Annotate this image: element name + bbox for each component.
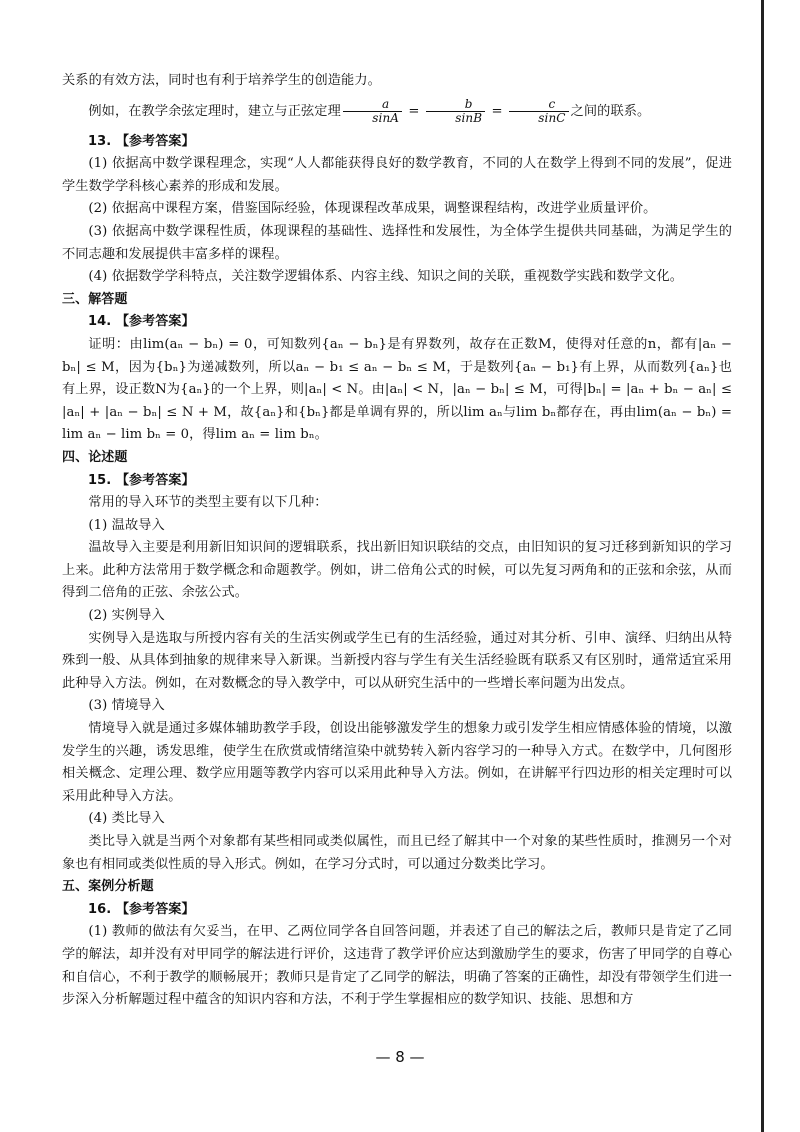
q13-item-4: (4) 依据数学学科特点，关注数学逻辑体系、内容主线、知识之间的关联，重视数学实践和数学文化。 <box>88 269 684 285</box>
q16-text: (1) 教师的做法有欠妥当，在甲、乙两位同学各自回答问题，并表述了自己的解法之后，教师只是肯定了乙同学的解法，却并没有对甲同学的解法进行评价，这违背了教学评价应达到激励学生的要求，伤害了甲同学的自尊心和自信心，不利于教学的顺畅展开；教师只是肯定了乙同学的解法，明确了答案的正确性，却没有带领学生们进一步深入分析解题过程中蕴含的知识内容和方法，不利于学生掌握相应的数学知识、技能、思想和方 <box>62 924 732 1008</box>
q15-sub2-title: (2) 实例导入 <box>88 608 165 624</box>
example-prefix: 例如，在教学余弦定理时，建立与正弦定理 <box>88 103 341 119</box>
q15-sub2-text: 实例导入是选取与所授内容有关的生活实例或学生已有的生活经验，通过对其分析、引申、演绎、归纳出从特殊到一般、从具体到抽象的规律来导入新课。当新授内容与学生有关生活经验既有联系又有区别时，通常适宜采用此种导入方法。例如，在对数概念的导入教学中，可以从研究生活中的一些增长率问题为出发点。 <box>62 630 732 691</box>
page-edge-bar <box>761 0 764 1132</box>
law-of-sines-example <box>62 97 732 127</box>
section-heading-3: 三、解答题 <box>62 291 128 307</box>
page-number: — 8 — <box>375 1048 425 1066</box>
q15-sub4-text: 类比导入就是当两个对象都有某些相同或类似属性，而且已经了解其中一个对象的某些性质时，推测另一个对象也有相同或类似性质的导入形式。例如，在学习分式时，可以通过分数类比学习。 <box>62 834 732 872</box>
q13-item-2: (2) 依据高中课程方案，借鉴国际经验，体现课程改革成果，调整课程结构，改进学业质量评价。 <box>88 201 657 217</box>
fraction-a: $\frac{a}{\sin A}$ <box>343 98 402 125</box>
intro-line: 关系的有效方法，同时也有利于培养学生的创造能力。 <box>62 73 381 88</box>
q14-proof: 证明：由lim(aₙ − bₙ) = 0，可知数列{aₙ − bₙ}是有界数列，故存在正数M，使得对任意的n，都有|aₙ − bₙ| ≤ M，因为{bₙ}为递减数列，所以aₙ − b₁ ≤ aₙ − bₙ ≤ M，于是数列{aₙ − b₁}有上界，从而数列{aₙ}也有上界，设正数N为{aₙ}的一个上界，则|aₙ| < N。由|aₙ| < N，|aₙ − bₙ| ≤ M，可得|bₙ| = |aₙ + bₙ − aₙ| ≤ |aₙ| + |aₙ − bₙ| ≤ N + M，故{aₙ}和{bₙ}都是单调有界的，所以lim aₙ与lim bₙ都存在，再由lim(aₙ − bₙ) = lim aₙ − lim bₙ = 0，得lim aₙ = lim bₙ。 <box>62 336 732 443</box>
section-heading-4: 四、论述题 <box>62 449 128 465</box>
q15-sub3-text: 情境导入就是通过多媒体辅助教学手段，创设出能够激发学生的想象力或引发学生相应情感体验的情境，以激发学生的兴趣，诱发思维，使学生在欣赏或情绪渲染中就势转入新内容学习的一种导入方式。在数学中，几何图形相关概念、定理公理、数学应用题等教学内容可以采用此种导入方法。例如，在讲解平行四边形的相关定理时可以采用此种导入方法。 <box>62 721 732 804</box>
q13-heading: 13. 【参考答案】 <box>88 133 195 149</box>
q15-sub4-title: (4) 类比导入 <box>88 811 165 827</box>
q14-heading: 14. 【参考答案】 <box>88 314 195 330</box>
equals-sign: = <box>408 103 420 119</box>
fraction-c: $\frac{c}{\sin C}$ <box>509 98 569 125</box>
q16-heading: 16. 【参考答案】 <box>88 901 195 917</box>
q13-item-1: (1) 依据高中数学课程理念，实现“人人都能获得良好的数学教育，不同的人在数学上得到不同的发展”，促进学生数学学科核心素养的形成和发展。 <box>62 156 732 194</box>
q15-sub1-title: (1) 温故导入 <box>88 517 165 533</box>
fraction-b: $\frac{b}{\sin B}$ <box>426 98 485 125</box>
q15-heading: 15. 【参考答案】 <box>88 472 195 488</box>
q15-sub3-title: (3) 情境导入 <box>88 698 165 714</box>
page-content <box>62 70 732 1012</box>
equals-sign: = <box>491 103 503 119</box>
q13-item-3: (3) 依据高中数学课程性质，体现课程的基础性、选择性和发展性，为全体学生提供共同基础，为满足学生的不同志趣和发展提供丰富多样的课程。 <box>62 223 732 262</box>
section-heading-5: 五、案例分析题 <box>62 879 154 895</box>
example-suffix: 之间的联系。 <box>570 103 651 119</box>
q15-sub1-text: 温故导入主要是利用新旧知识间的逻辑联系，找出新旧知识联结的交点，由旧知识的复习迁移到新知识的学习上来。此种方法常用于数学概念和命题教学。例如，讲二倍角公式的时候，可以先复习两角和的正弦和余弦，从而得到二倍角的正弦、余弦公式。 <box>62 540 732 601</box>
q15-intro: 常用的导入环节的类型主要有以下几种： <box>88 495 328 511</box>
